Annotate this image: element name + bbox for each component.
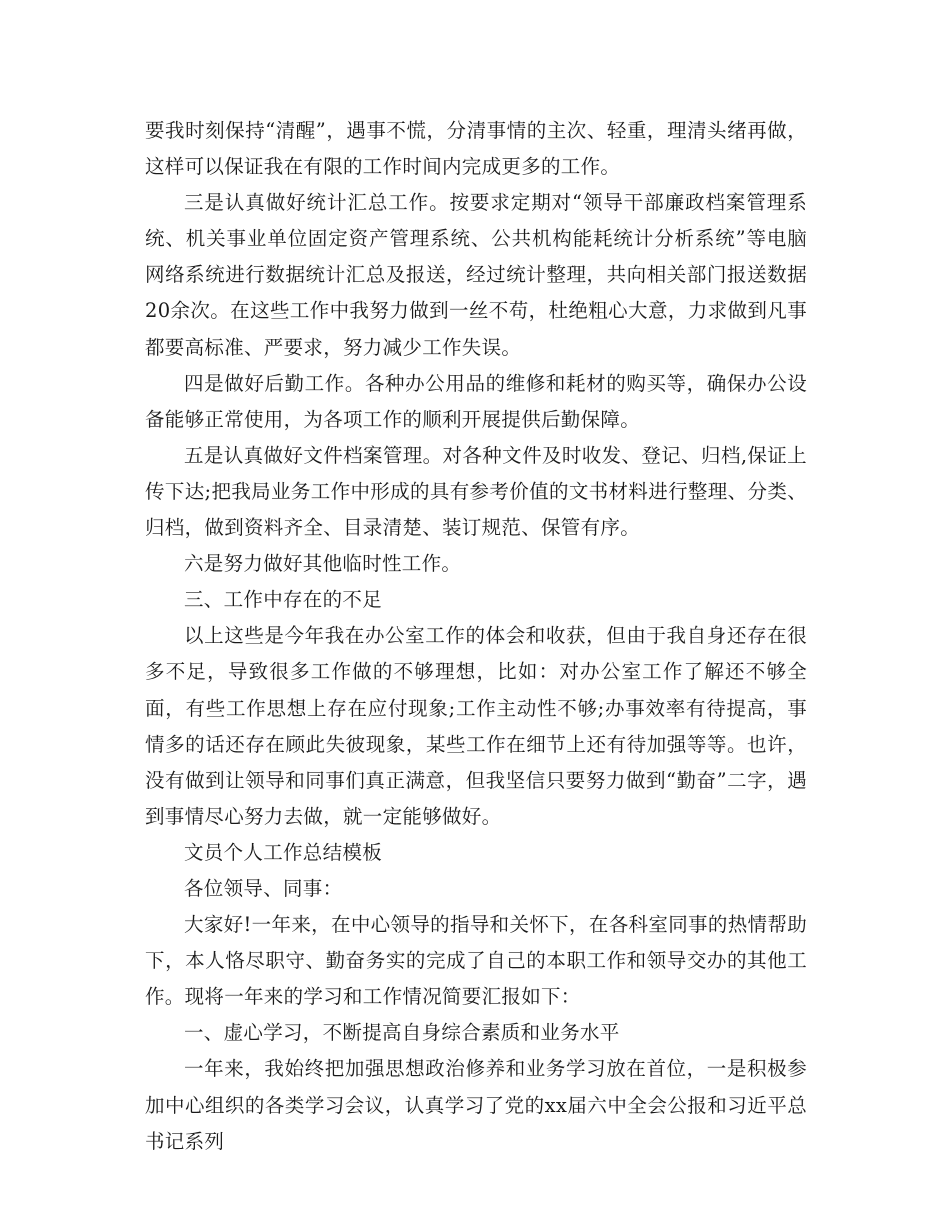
paragraph-5: 六是努力做好其他临时性工作。 <box>184 552 462 576</box>
section-heading-1: 一、虚心学习，不断提高自身综合素质和业务水平 <box>184 1021 620 1045</box>
paragraph-1: 要我时刻保持“清醒”，遇事不慌，分清事情的主次、轻重，理清头绪再做，这样可以保证我在有限的工作时间内完成更多的工作。 <box>145 119 807 179</box>
paragraph-2: 三是认真做好统计汇总工作。按要求定期对“领导干部廉政档案管理系统、机关事业单位固定资产管理系统、公共机构能耗统计分析系统”等电脑网络系统进行数据统计汇总及报送，经过统计整理，共向相关部门报送数据20余次。在这些工作中我努力做到一丝不苟，杜绝粗心大意，力求做到凡事都要高标准、严要求，努力减少工作失误。 <box>145 191 807 359</box>
document-title: 文员个人工作总结模板 <box>184 840 383 864</box>
salutation: 各位领导、同事： <box>184 876 343 900</box>
paragraph-7: 大家好!一年来，在中心领导的指导和关怀下，在各科室同事的热情帮助下，本人恪尽职守、勤奋务实的完成了自己的本职工作和领导交办的其他工作。现将一年来的学习和工作情况简要汇报如下： <box>145 913 807 1009</box>
section-heading-3: 三、工作中存在的不足 <box>184 588 383 612</box>
paragraph-4: 五是认真做好文件档案管理。对各种文件及时收发、登记、归档,保证上传下达;把我局业务工作中形成的具有参考价值的文书材料进行整理、分类、归档，做到资料齐全、目录清楚、装订规范、保管有序。 <box>145 443 807 540</box>
document-body <box>145 113 807 1160</box>
paragraph-3: 四是做好后勤工作。各种办公用品的维修和耗材的购买等，确保办公设备能够正常使用，为各项工作的顺利开展提供后勤保障。 <box>145 371 807 431</box>
paragraph-8: 一年来，我始终把加强思想政治修养和业务学习放在首位，一是积极参加中心组织的各类学习会议，认真学习了党的xx届六中全会公报和习近平总书记系列 <box>145 1057 807 1153</box>
paragraph-6: 以上这些是今年我在办公室工作的体会和收获，但由于我自身还存在很多不足，导致很多工作做的不够理想，比如：对办公室工作了解还不够全面，有些工作思想上存在应付现象;工作主动性不够;办事效率有待提高，事情多的话还存在顾此失彼现象，某些工作在细节上还有待加强等等。也许，没有做到让领导和同事们真正满意，但我坚信只要努力做到“勤奋”二字，遇到事情尽心努力去做，就一定能够做好。 <box>145 624 807 828</box>
